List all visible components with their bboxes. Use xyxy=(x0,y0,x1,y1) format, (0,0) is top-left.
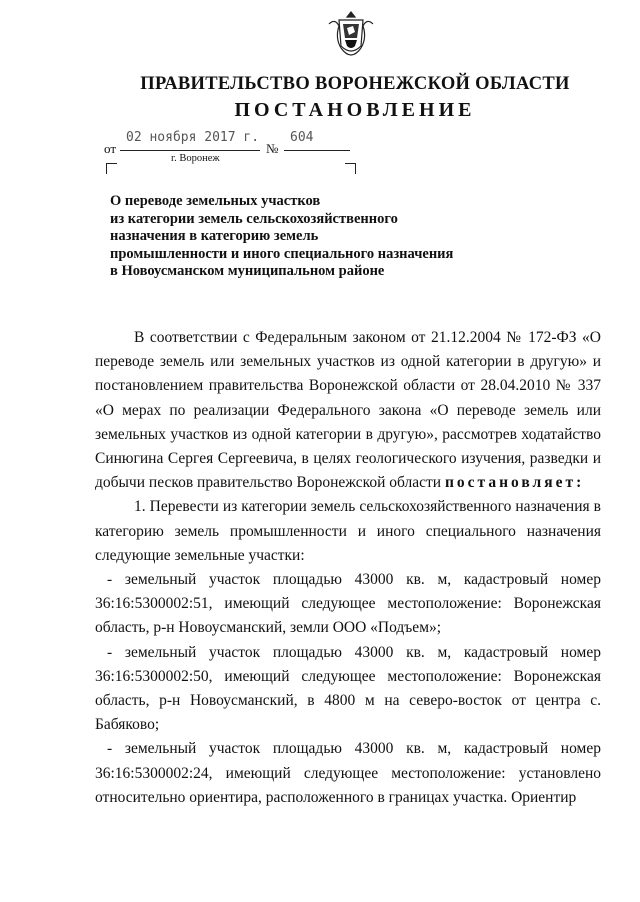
document-date: 02 ноября 2017 г. xyxy=(126,130,260,145)
plot-2-paragraph: - земельный участок площадью 43000 кв. м, кадастровый номер 36:16:5300002:50, имеющий следующее местоположение: Воронежская область, р-н Новоусманский, в 4800 м на северо-восток от центра с. Бабяково; xyxy=(95,643,601,734)
intro-text: В соответствии с Федеральным законом от 21.12.2004 № 172-ФЗ «О переводе земель или земельных участков из одной категории в другую» и постановлением правительства Воронежской области от 28.04.2010 № 337 «О мерах по реализации Федерального закона «О переводе земель или земельных участков из одной категории в другую», рассмотрев ходатайство Синюгина Сергея Сергеевича, в целях геологического изучения, разведки и добычи песков правительство Воронежской области xyxy=(95,329,601,492)
document-body xyxy=(95,326,601,810)
document-subject xyxy=(110,193,530,281)
document-city: г. Воронеж xyxy=(171,153,220,164)
government-title: ПРАВИТЕЛЬСТВО ВОРОНЕЖСКОЙ ОБЛАСТИ xyxy=(140,74,570,94)
number-label: № xyxy=(266,141,279,156)
subject-line: О переводе земельных участков xyxy=(110,193,321,209)
subject-line: из категории земель сельскохозяйственного xyxy=(110,210,398,227)
plot-3-paragraph: - земельный участок площадью 43000 кв. м, кадастровый номер 36:16:5300002:24, имеющий следующее местоположение: установлено относительно ориентира, расположенного в границах участка. Ориентир xyxy=(95,740,601,806)
intro-paragraph xyxy=(95,326,601,495)
subject-line: в Новоусманском муниципальном районе xyxy=(110,263,385,280)
corner-bracket-right xyxy=(345,163,356,174)
resolves-word: постановляет: xyxy=(444,474,585,492)
document-number: 604 xyxy=(290,130,314,145)
plot-1-paragraph: - земельный участок площадью 43000 кв. м, кадастровый номер 36:16:5300002:51, имеющий следующее местоположение: Воронежская область, р-н Новоусманский, земли ООО «Подъем»; xyxy=(95,571,601,637)
item-1-paragraph: 1. Перевести из категории земель сельскохозяйственного назначения в категорию земель промышленности и иного специального назначения следующие земельные участки: xyxy=(95,498,601,564)
corner-bracket-left xyxy=(106,163,117,174)
voronezh-coat-of-arms-icon xyxy=(325,8,377,66)
subject-line: назначения в категорию земель xyxy=(110,228,319,245)
date-prefix: от xyxy=(104,141,117,156)
subject-line: промышленности и иного специального назначения xyxy=(110,245,454,262)
document-type: ПОСТАНОВЛЕНИЕ xyxy=(234,99,476,121)
